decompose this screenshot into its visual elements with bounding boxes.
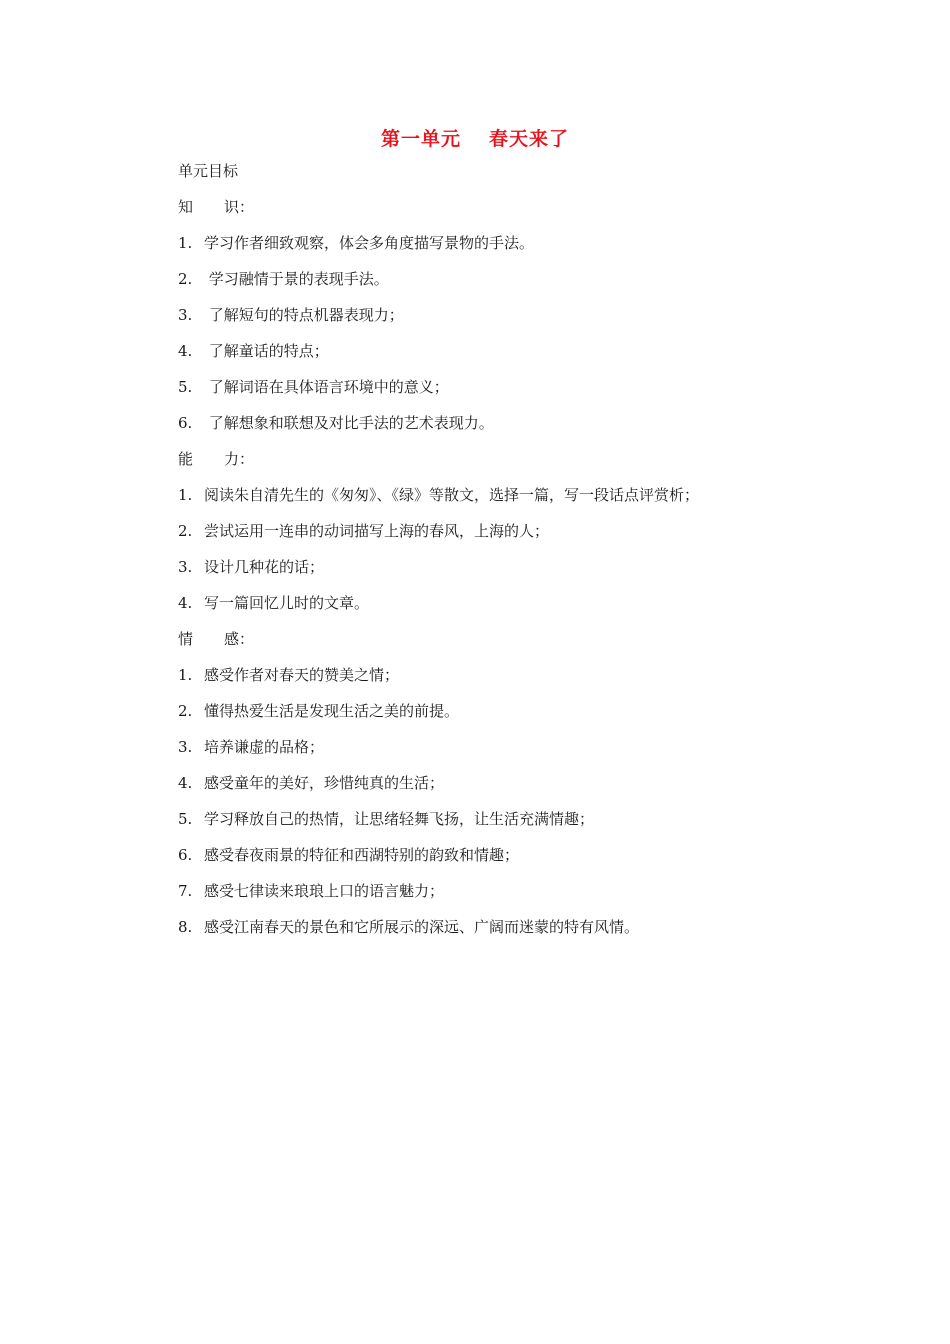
item-number: 1. bbox=[178, 486, 193, 504]
item-text: 感受江南春天的景色和它所展示的深远、广阔而迷蒙的特有风情。 bbox=[204, 918, 640, 936]
list-item bbox=[178, 700, 858, 736]
item-number: 4. bbox=[178, 774, 193, 792]
list-item bbox=[178, 268, 858, 304]
item-number: 8. bbox=[178, 918, 193, 936]
item-number: 2. bbox=[178, 702, 193, 720]
item-text: 设计几种花的话； bbox=[204, 558, 325, 576]
item-text: 了解词语在具体语言环境中的意义； bbox=[204, 378, 449, 396]
item-text: 了解短句的特点机器表现力； bbox=[204, 306, 404, 324]
section-heading-emotion bbox=[178, 628, 858, 664]
section-heading-char: 力： bbox=[224, 450, 255, 468]
item-number: 4. bbox=[178, 594, 193, 612]
section-heading-knowledge bbox=[178, 196, 858, 232]
item-number: 7. bbox=[178, 882, 193, 900]
item-number: 3. bbox=[178, 306, 193, 324]
item-number: 2. bbox=[178, 522, 193, 540]
item-number: 1. bbox=[178, 666, 193, 684]
list-item bbox=[178, 412, 858, 448]
item-number: 1. bbox=[178, 234, 193, 252]
list-item bbox=[178, 340, 858, 376]
item-text: 学习融情于景的表现手法。 bbox=[204, 270, 389, 288]
item-number: 2. bbox=[178, 270, 193, 288]
list-item bbox=[178, 736, 858, 772]
item-number: 3. bbox=[178, 738, 193, 756]
item-text: 感受春夜雨景的特征和西湖特别的韵致和情趣； bbox=[204, 846, 520, 864]
section-heading-char: 能 bbox=[178, 450, 194, 468]
item-number: 5. bbox=[178, 378, 193, 396]
list-item bbox=[178, 808, 858, 844]
item-text: 感受作者对春天的赞美之情； bbox=[204, 666, 400, 684]
page-title bbox=[0, 124, 950, 151]
section-heading-char: 知 bbox=[178, 198, 194, 216]
list-item bbox=[178, 916, 858, 952]
title-unit: 第一单元 bbox=[380, 128, 461, 150]
list-item bbox=[178, 664, 858, 700]
item-number: 3. bbox=[178, 558, 193, 576]
item-text: 感受童年的美好，珍惜纯真的生活； bbox=[204, 774, 445, 792]
item-text: 懂得热爱生活是发现生活之美的前提。 bbox=[204, 702, 460, 720]
item-text: 学习释放自己的热情，让思绪轻舞飞扬，让生活充满情趣； bbox=[204, 810, 595, 828]
section-heading-char: 感： bbox=[224, 630, 255, 648]
list-item bbox=[178, 880, 858, 916]
item-text: 阅读朱自清先生的《匆匆》、《绿》等散文，选择一篇，写一段话点评赏析； bbox=[204, 486, 700, 504]
item-number: 6. bbox=[178, 846, 193, 864]
title-topic: 春天来了 bbox=[489, 128, 570, 150]
item-text: 写一篇回忆儿时的文章。 bbox=[204, 594, 370, 612]
item-number: 5. bbox=[178, 810, 193, 828]
section-heading-char: 识： bbox=[224, 198, 255, 216]
list-item bbox=[178, 556, 858, 592]
item-text: 学习作者细致观察，体会多角度描写景物的手法。 bbox=[204, 234, 535, 252]
item-text: 了解童话的特点； bbox=[204, 342, 329, 360]
section-heading-char: 情 bbox=[178, 630, 194, 648]
section-heading-ability bbox=[178, 448, 858, 484]
item-text: 了解想象和联想及对比手法的艺术表现力。 bbox=[204, 414, 494, 432]
item-number: 6. bbox=[178, 414, 193, 432]
item-text: 感受七律读来琅琅上口的语言魅力； bbox=[204, 882, 445, 900]
list-item bbox=[178, 376, 858, 412]
list-item bbox=[178, 772, 858, 808]
list-item bbox=[178, 844, 858, 880]
list-item bbox=[178, 592, 858, 628]
document-body bbox=[178, 160, 858, 952]
item-number: 4. bbox=[178, 342, 193, 360]
item-text: 培养谦虚的品格； bbox=[204, 738, 325, 756]
list-item bbox=[178, 232, 858, 268]
unit-goal-heading: 单元目标 bbox=[178, 162, 239, 180]
list-item bbox=[178, 484, 858, 520]
list-item bbox=[178, 520, 858, 556]
list-item bbox=[178, 304, 858, 340]
item-text: 尝试运用一连串的动词描写上海的春风，上海的人； bbox=[204, 522, 550, 540]
